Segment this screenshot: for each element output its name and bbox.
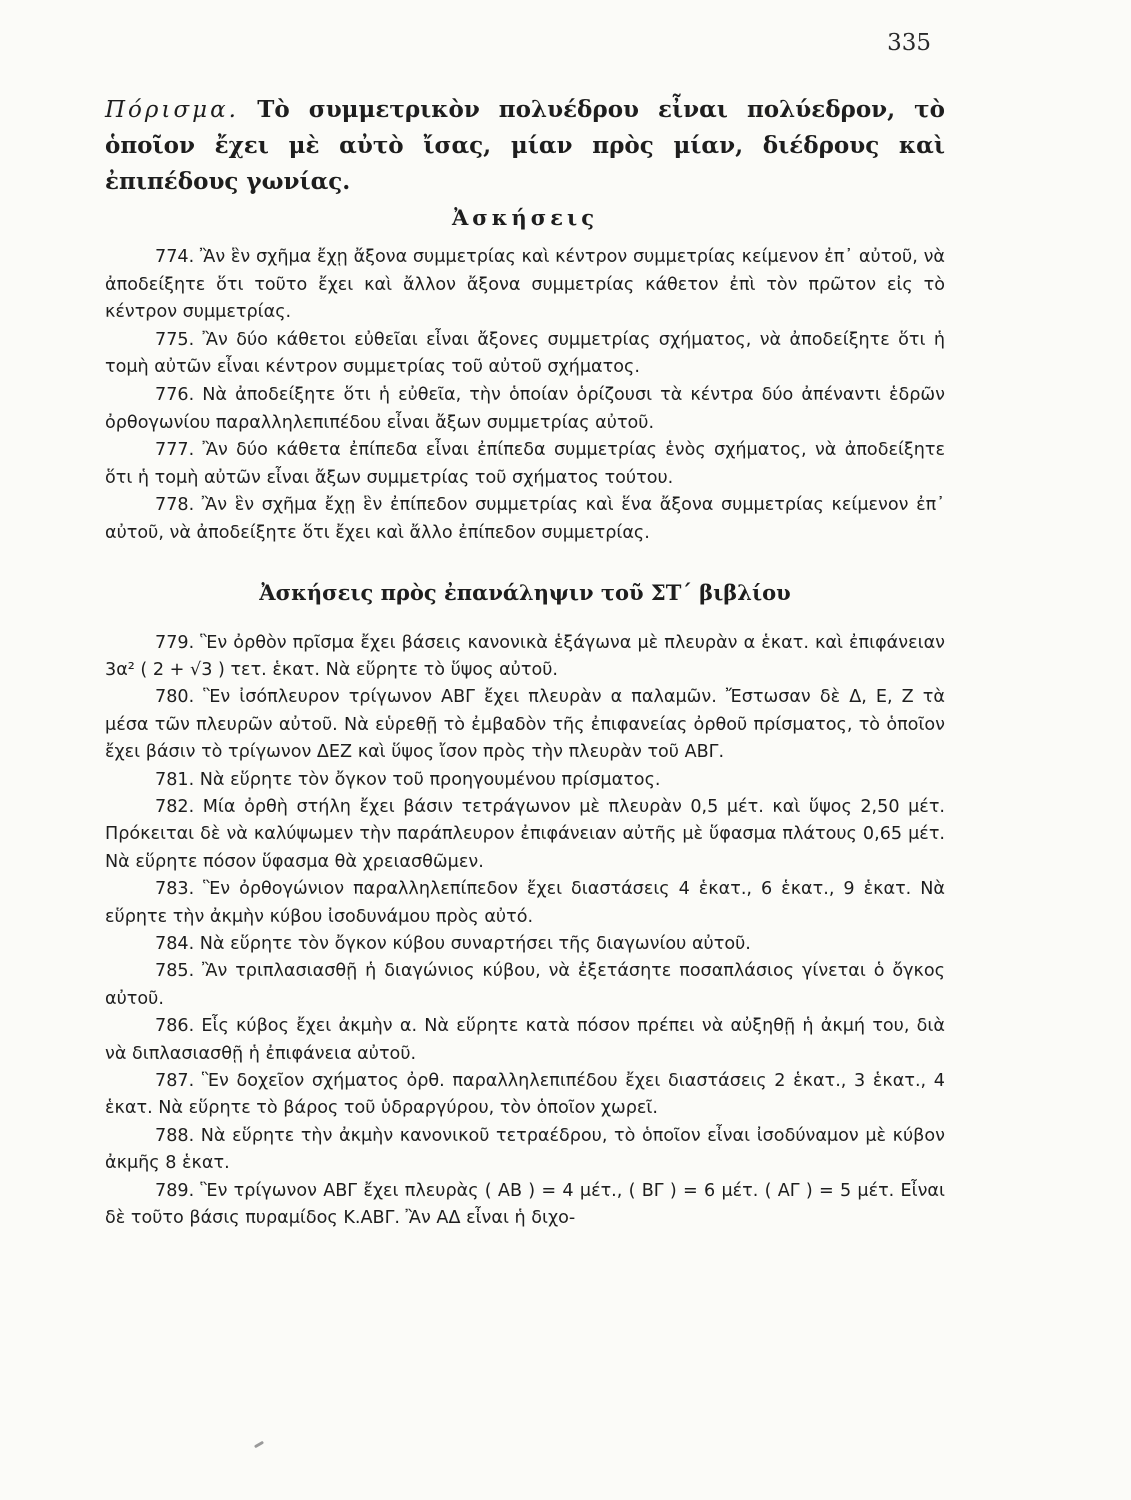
corollary-text: Τὸ συμμετρικὸν πολυέδρου εἶναι πολύεδρον, τὸ ὁποῖον ἔχει μὲ αὐτὸ ἴσας, μίαν πρὸς μίαν, διέδρους καὶ ἐπιπέδους γωνίας. [105, 96, 945, 195]
pencil-mark [254, 1441, 264, 1449]
page-number: 335 [887, 30, 931, 56]
corollary-lead: Πόρισμα. [105, 97, 239, 123]
exercise-786: 786. Εἷς κύβος ἔχει ἀκμὴν α. Νὰ εὕρητε κατὰ πόσον πρέπει νὰ αὐξηθῇ ἡ ἀκμή του, διὰ νὰ διπλασιασθῇ ἡ ἐπιφάνεια αὐτοῦ. [105, 1016, 945, 1064]
exercise-list-1 [105, 244, 945, 548]
exercise-783: 783. Ἓν ὀρθογώνιον παραλληλεπίπεδον ἔχει διαστάσεις 4 ἑκατ., 6 ἑκατ., 9 ἑκατ. Νὰ εὕρητε τὴν ἀκμὴν κύβου ἰσοδυνάμου πρὸς αὐτό. [105, 879, 945, 927]
corollary-paragraph [105, 92, 945, 200]
exercises-heading: Ἀσκήσεις [452, 205, 598, 230]
exercise-780: 780. Ἓν ἰσόπλευρον τρίγωνον ΑΒΓ ἔχει πλευρὰν α παλαμῶν. Ἔστωσαν δὲ Δ, Ε, Ζ τὰ μέσα τῶν πλευρῶν αὐτοῦ. Νὰ εὑρεθῇ τὸ ἐμβαδὸν τῆς ἐπιφανείας ὀρθοῦ πρίσματος, τὸ ὁποῖον ἔχει βάσιν τὸ τρίγωνον ΔΕΖ καὶ ὕψος ἴσον πρὸς τὴν πλευρὰν τοῦ ΑΒΓ. [105, 687, 945, 763]
exercise-788: 788. Νὰ εὕρητε τὴν ἀκμὴν κανονικοῦ τετραέδρου, τὸ ὁποῖον εἶναι ἰσοδύναμον μὲ κύβον ἀκμῆς 8 ἑκατ. [105, 1125, 945, 1174]
exercise-782: 782. Μία ὀρθὴ στήλη ἔχει βάσιν τετράγωνον μὲ πλευρὰν 0,5 μέτ. καὶ ὕψος 2,50 μέτ. Πρόκειται δὲ νὰ καλύψωμεν τὴν παράπλευρον ἐπιφάνειαν αὐτῆς μὲ ὕφασμα πλάτους 0,65 μέτ. Νὰ εὕρητε πόσον ὕφασμα θὰ χρειασθῶμεν. [105, 796, 945, 872]
exercise-779: 779. Ἓν ὀρθὸν πρῖσμα ἔχει βάσεις κανονικὰ ἑξάγωνα μὲ πλευρὰν α ἑκατ. καὶ ἐπιφάνειαν 3α² ( 2 + √3 ) τετ. ἑκατ. Νὰ εὕρητε τὸ ὕψος αὐτοῦ. [105, 632, 945, 680]
exercise-789: 789. Ἓν τρίγωνον ΑΒΓ ἔχει πλευρὰς ( ΑΒ ) = 4 μέτ., ( ΒΓ ) = 6 μέτ. ( ΑΓ ) = 5 μέτ. Εἶναι δὲ τοῦτο βάσις πυραμίδος Κ.ΑΒΓ. Ἂν ΑΔ εἶναι ἡ διχο- [105, 1180, 945, 1229]
review-exercises-heading: Ἀσκήσεις πρὸς ἐπανάληψιν τοῦ ΣΤ΄ βιβλίου [259, 579, 791, 605]
exercise-787: 787. Ἓν δοχεῖον σχήματος ὀρθ. παραλληλεπιπέδου ἔχει διαστάσεις 2 ἑκατ., 3 ἑκατ., 4 ἑκατ. Νὰ εὕρητε τὸ βάρος τοῦ ὑδραργύρου, τὸν ὁποῖον χωρεῖ. [105, 1071, 945, 1119]
exercise-list-2 [105, 630, 945, 1233]
exercise-785: 785. Ἂν τριπλασιασθῇ ἡ διαγώνιος κύβου, νὰ ἐξετάσητε ποσαπλάσιος γίνεται ὁ ὄγκος αὐτοῦ. [105, 961, 945, 1009]
exercise-784: 784. Νὰ εὕρητε τὸν ὄγκον κύβου συναρτήσει τῆς διαγωνίου αὐτοῦ. [155, 934, 751, 954]
exercise-776: 776. Νὰ ἀποδείξητε ὅτι ἡ εὐθεῖα, τὴν ὁποίαν ὁρίζουσι τὰ κέντρα δύο ἀπέναντι ἑδρῶν ὀρθογωνίου παραλληλεπιπέδου εἶναι ἄξων συμμετρίας αὐτοῦ. [105, 384, 945, 433]
exercise-774: 774. Ἂν ἓν σχῆμα ἔχῃ ἄξονα συμμετρίας καὶ κέντρον συμμετρίας κείμενον ἐπ᾽ αὐτοῦ, νὰ ἀποδείξητε ὅτι τοῦτο ἔχει καὶ ἄλλον ἄξονα συμμετρίας κάθετον ἐπὶ τὸν πρῶτον εἰς τὸ κέντρον συμμετρίας. [105, 247, 945, 323]
page-content [105, 92, 945, 1232]
exercise-781: 781. Νὰ εὕρητε τὸν ὄγκον τοῦ προηγουμένου πρίσματος. [155, 769, 661, 790]
exercise-775: 775. Ἂν δύο κάθετοι εὐθεῖαι εἶναι ἄξονες συμμετρίας σχήματος, νὰ ἀποδείξητε ὅτι ἡ τομὴ αὐτῶν εἶναι κέντρον συμμετρίας τοῦ αὐτοῦ σχήματος. [105, 329, 945, 378]
exercise-777: 777. Ἂν δύο κάθετα ἐπίπεδα εἶναι ἐπίπεδα συμμετρίας ἑνὸς σχήματος, νὰ ἀποδείξητε ὅτι ἡ τομὴ αὐτῶν εἶναι ἄξων συμμετρίας τοῦ σχήματος τούτου. [105, 440, 945, 488]
exercise-778: 778. Ἂν ἓν σχῆμα ἔχῃ ἓν ἐπίπεδον συμμετρίας καὶ ἕνα ἄξονα συμμετρίας κείμενον ἐπ᾽ αὐτοῦ, νὰ ἀποδείξητε ὅτι ἔχει καὶ ἄλλο ἐπίπεδον συμμετρίας. [105, 495, 945, 543]
